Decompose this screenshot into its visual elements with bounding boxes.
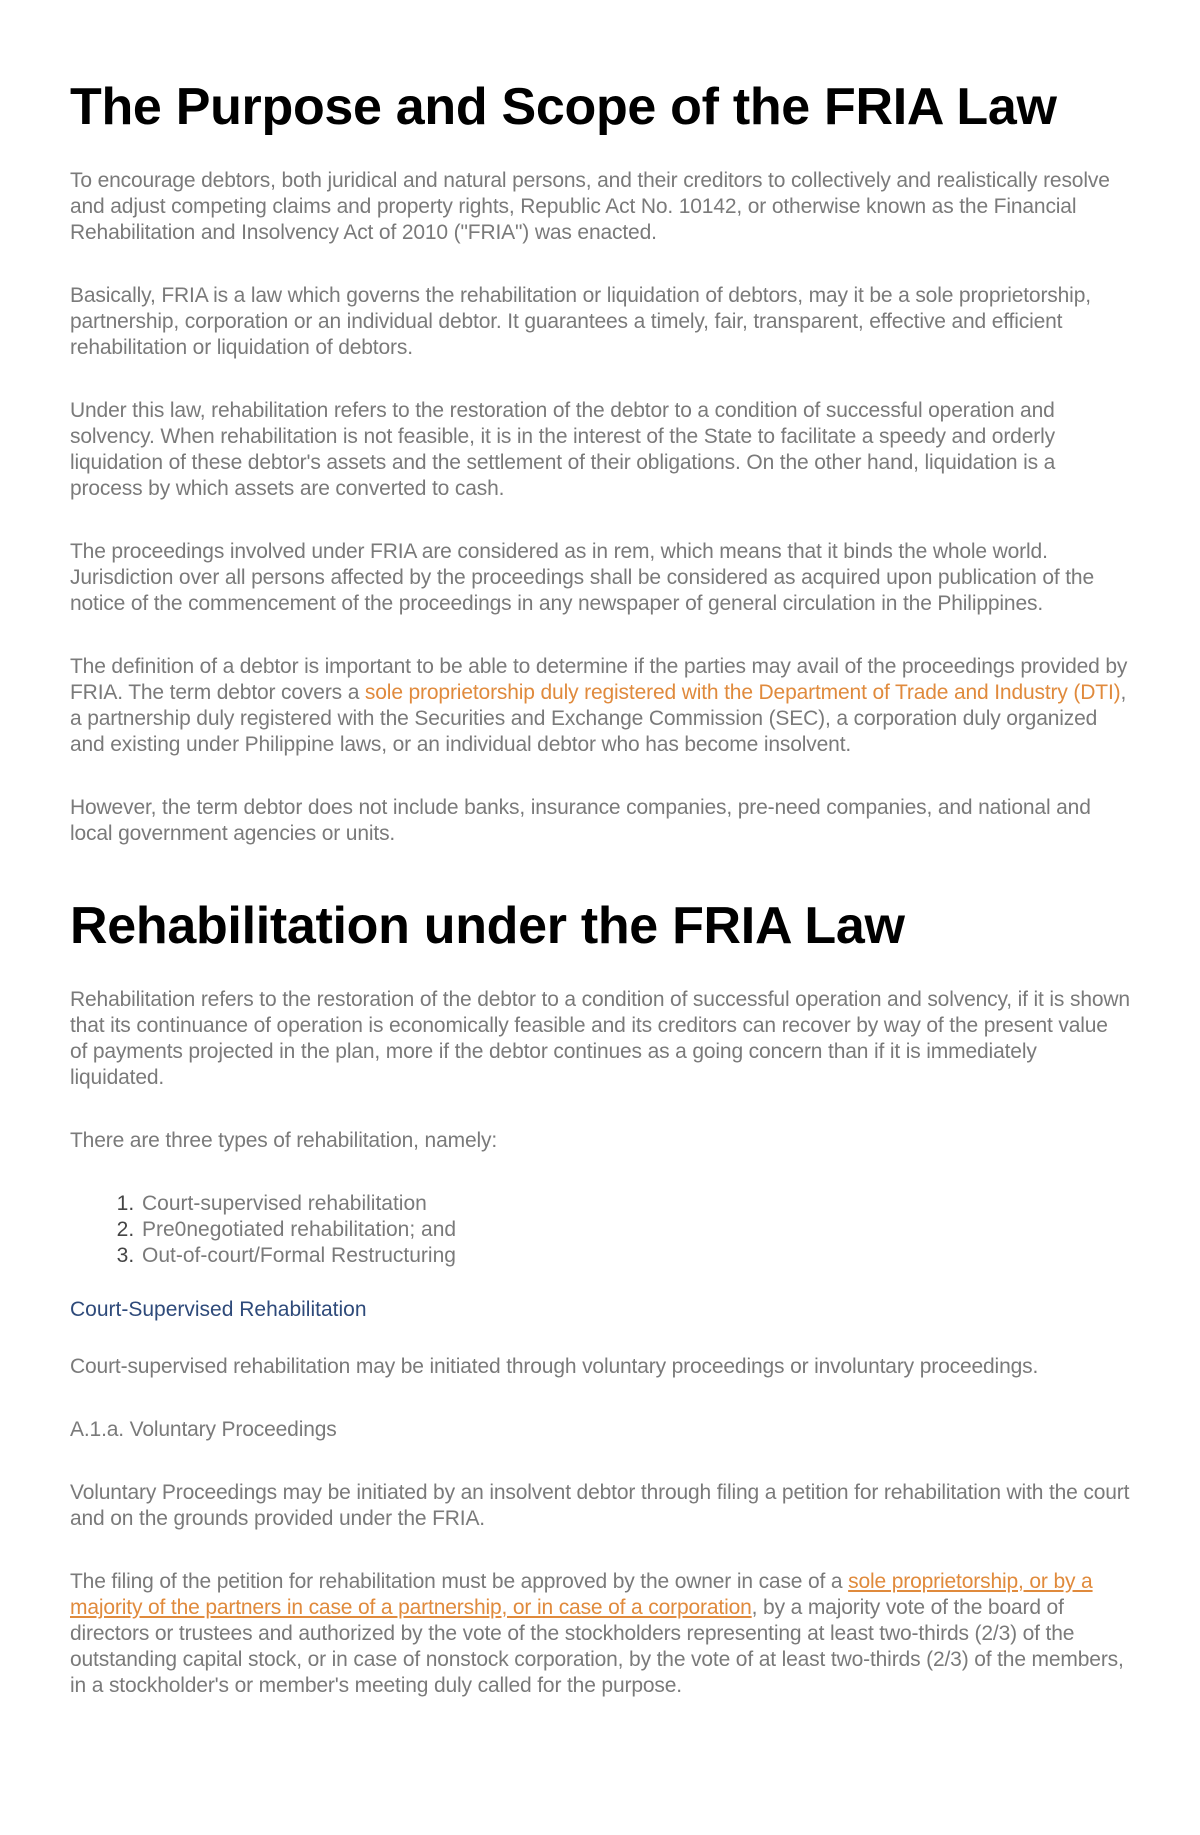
petition-approval-text-start: The filing of the petition for rehabilitation must be approved by the owner in case of a: [70, 1569, 849, 1593]
paragraph-fria-basics: Basically, FRIA is a law which governs the rehabilitation or liquidation of debtors, may it be a sole proprietorship, partnership, corporation or an individual debtor. It guarantees a timely, fair, transparent, effective and efficient rehabilitation or liquidation of debtors.: [70, 283, 1091, 359]
paragraph-intro: To encourage debtors, both juridical and natural persons, and their creditors to collectively and realistically resolve and adjust competing claims and property rights, Republic Act No. 10142, or otherwise known as the Financial Rehabilitation and Insolvency Act of 2010 ("FRIA") was enacted.: [70, 168, 1110, 244]
sole-proprietorship-link[interactable]: sole proprietorship, or by a majority of the partners in case of a partnership, or in case of a corporation: [70, 1569, 1093, 1619]
section-title-purpose-scope: The Purpose and Scope of the FRIA Law: [70, 78, 1057, 136]
rehabilitation-types-list: [70, 1191, 1130, 1269]
paragraph-rehabilitation-meaning: Rehabilitation refers to the restoration of the debtor to a condition of successful operation and solvency, if it is shown that its continuance of operation is economically feasible and its creditors can recover by way of the present value of payments projected in the plan, more if the debtor continues as a going concern than if it is immediately liquidated.: [70, 987, 1130, 1089]
subheading-court-supervised: Court-Supervised Rehabilitation: [70, 1297, 367, 1321]
list-item: 3. Out-of-court/Formal Restructuring: [140, 1243, 1130, 1269]
paragraph-debtor-exclusions: However, the term debtor does not include banks, insurance companies, pre-need companies, and national and local government agencies or units.: [70, 795, 1091, 845]
section-title-rehabilitation: Rehabilitation under the FRIA Law: [70, 896, 905, 955]
debtor-definition-text-end: , a partnership duly registered with the Securities and Exchange Commission (SEC), a corporation duly organized and existing under Philippine laws, or an individual debtor who has become insolvent.: [70, 680, 1127, 756]
paragraph-rehabilitation-definition: Under this law, rehabilitation refers to the restoration of the debtor to a condition of successful operation and solvency. When rehabilitation is not feasible, it is in the interest of the State to facilitate a speedy and orderly liquidation of these debtor's assets and the settlement of their obligations. On the other hand, liquidation is a process by which assets are converted to cash.: [70, 398, 1056, 500]
paragraph-voluntary-proceedings: Voluntary Proceedings may be initiated by an insolvent debtor through filing a petition for rehabilitation with the court and on the grounds provided under the FRIA.: [70, 1480, 1130, 1530]
paragraph-voluntary-label: A.1.a. Voluntary Proceedings: [70, 1417, 337, 1441]
debtor-definition-text-start: The definition of a debtor is important to be able to determine if the parties may avail of the proceedings provided by FRIA. The term debtor covers a: [70, 654, 1128, 704]
list-item: 1. Court-supervised rehabilitation: [140, 1191, 1130, 1217]
paragraph-debtor-definition: [70, 654, 1130, 758]
dti-registration-link[interactable]: sole proprietorship duly registered with the Department of Trade and Industry (DTI): [364, 680, 1121, 704]
paragraph-court-supervised: Court-supervised rehabilitation may be initiated through voluntary proceedings or involuntary proceedings.: [70, 1354, 1039, 1378]
paragraph-in-rem: The proceedings involved under FRIA are considered as in rem, which means that it binds the whole world. Jurisdiction over all persons affected by the proceedings shall be considered as acquired upon publication of the notice of the commencement of the proceedings in any newspaper of general circulation in the Philippines.: [70, 539, 1094, 615]
petition-approval-text-end: , by a majority vote of the board of directors or trustees and authorized by the vote of the stockholders representing at least two-thirds (2/3) of the outstanding capital stock, or in case of nonstock corporation, by the vote of at least two-thirds (2/3) of the members, in a stockholder's or member's meeting duly called for the purpose.: [70, 1595, 1124, 1697]
paragraph-types-intro: There are three types of rehabilitation, namely:: [70, 1128, 498, 1152]
paragraph-petition-approval: [70, 1569, 1130, 1699]
list-item: 2. Pre0negotiated rehabilitation; and: [140, 1217, 1130, 1243]
